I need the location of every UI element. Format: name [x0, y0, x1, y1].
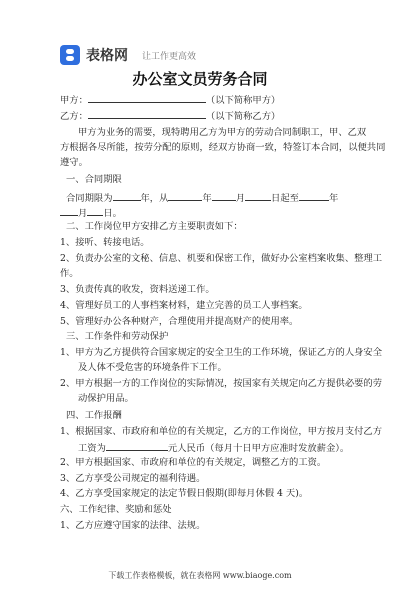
list-item: 1、甲方为乙方提供符合国家规定的安全卫生的工作环境，保证乙方的人身安全 [60, 347, 383, 358]
list-item: 1、接听、转接电话。 [60, 237, 150, 248]
term-text: 年，从 [140, 193, 169, 204]
list-item: 4、乙方享受国家规定的法定节假日假期(即每月休假 4 天)。 [60, 488, 309, 499]
list-item: 及人体不受危害的环境条件下工作。 [78, 362, 227, 373]
list-item: 2、甲方根据国家、市政府和单位的有关规定，调整乙方的工资。 [60, 457, 327, 468]
list-item: 2、负责办公室的文秘、信息、机要和保密工作，做好办公室档案收集、整理工 [60, 253, 383, 264]
end-month-blank [60, 206, 78, 216]
wage-amount-blank [106, 441, 168, 451]
list-item: 3、负责传真的收发，资料送递工作。 [60, 284, 215, 295]
section-heading: 二、工作岗位甲方安排乙方主要职责如下： [66, 221, 243, 232]
list-item: 3、乙方享受公司规定的福利待遇。 [60, 473, 206, 484]
party-a-label: 甲方： [60, 95, 88, 106]
party-b-blank [88, 109, 206, 119]
list-item: 1、根据国家、市政府和单位的有关规定，乙方的工作岗位，甲方按月支付乙方 [60, 426, 383, 437]
start-year-blank [168, 191, 202, 201]
term-text: 日。 [103, 208, 122, 219]
term-text: 年 [328, 193, 339, 204]
wage-line [78, 441, 349, 455]
page-footer: 下载工作表格模板，就在表格网 www.biaoge.com [108, 571, 292, 580]
brand-logo [60, 45, 196, 65]
party-a-suffix: （以下简称甲方） [205, 95, 281, 106]
start-day-blank [245, 191, 271, 201]
term-text: 年 [202, 193, 212, 204]
contract-term-line [60, 206, 122, 220]
party-b-line [60, 109, 280, 123]
list-item: 1、乙方应遵守国家的法律、法规。 [60, 520, 206, 531]
term-text: 合同期限为 [66, 193, 113, 204]
brand-logo-icon [60, 45, 80, 65]
party-a-blank [88, 93, 206, 103]
wage-prefix: 工资为 [78, 443, 106, 454]
list-item: 作。 [60, 268, 79, 279]
list-item: 5、管理好办公各种财产，合理使用并提高财产的使用率。 [60, 316, 299, 327]
list-item: 4、管理好员工的人事档案材料，建立完善的员工人事档案。 [60, 300, 308, 311]
section-heading: 三、工作条件和劳动保护 [66, 331, 169, 342]
contract-term-line [66, 191, 338, 205]
section-heading: 一、合同期限 [66, 174, 122, 185]
term-text: 月 [235, 193, 246, 204]
end-day-blank [87, 206, 103, 216]
document-title: 办公室文员劳务合同 [132, 70, 268, 88]
party-b-label: 乙方： [60, 111, 88, 122]
list-item: 2、甲方根据一方的工作岗位的实际情况，按国家有关规定向乙方提供必要的劳 [60, 378, 383, 389]
intro-line: 方根据各尽所能，按劳分配的原则，经双方协商一致，特签订本合同，以便共同 [60, 142, 386, 153]
party-b-suffix: （以下简称乙方） [205, 111, 281, 122]
brand-slogan: 让工作更高效 [142, 51, 197, 62]
start-month-blank [212, 191, 236, 201]
wage-suffix: 元人民币（每月十日甲方应准时发放薪金）。 [167, 443, 350, 454]
end-year-blank [299, 191, 329, 201]
party-a-line [60, 93, 280, 107]
section-heading: 四、工作报酬 [66, 410, 122, 421]
intro-line: 遵守。 [60, 157, 88, 168]
brand-name: 表格网 [86, 48, 128, 64]
section-heading: 六、工作纪律、奖励和惩处 [60, 504, 172, 515]
term-years-blank [113, 191, 141, 201]
list-item: 动保护用品。 [78, 393, 134, 404]
term-text: 月 [78, 208, 88, 219]
term-text: 日起至 [271, 193, 299, 204]
intro-line: 甲方为业务的需要，现特聘用乙方为甲方的劳动合同制职工，甲、乙双 [78, 127, 367, 138]
